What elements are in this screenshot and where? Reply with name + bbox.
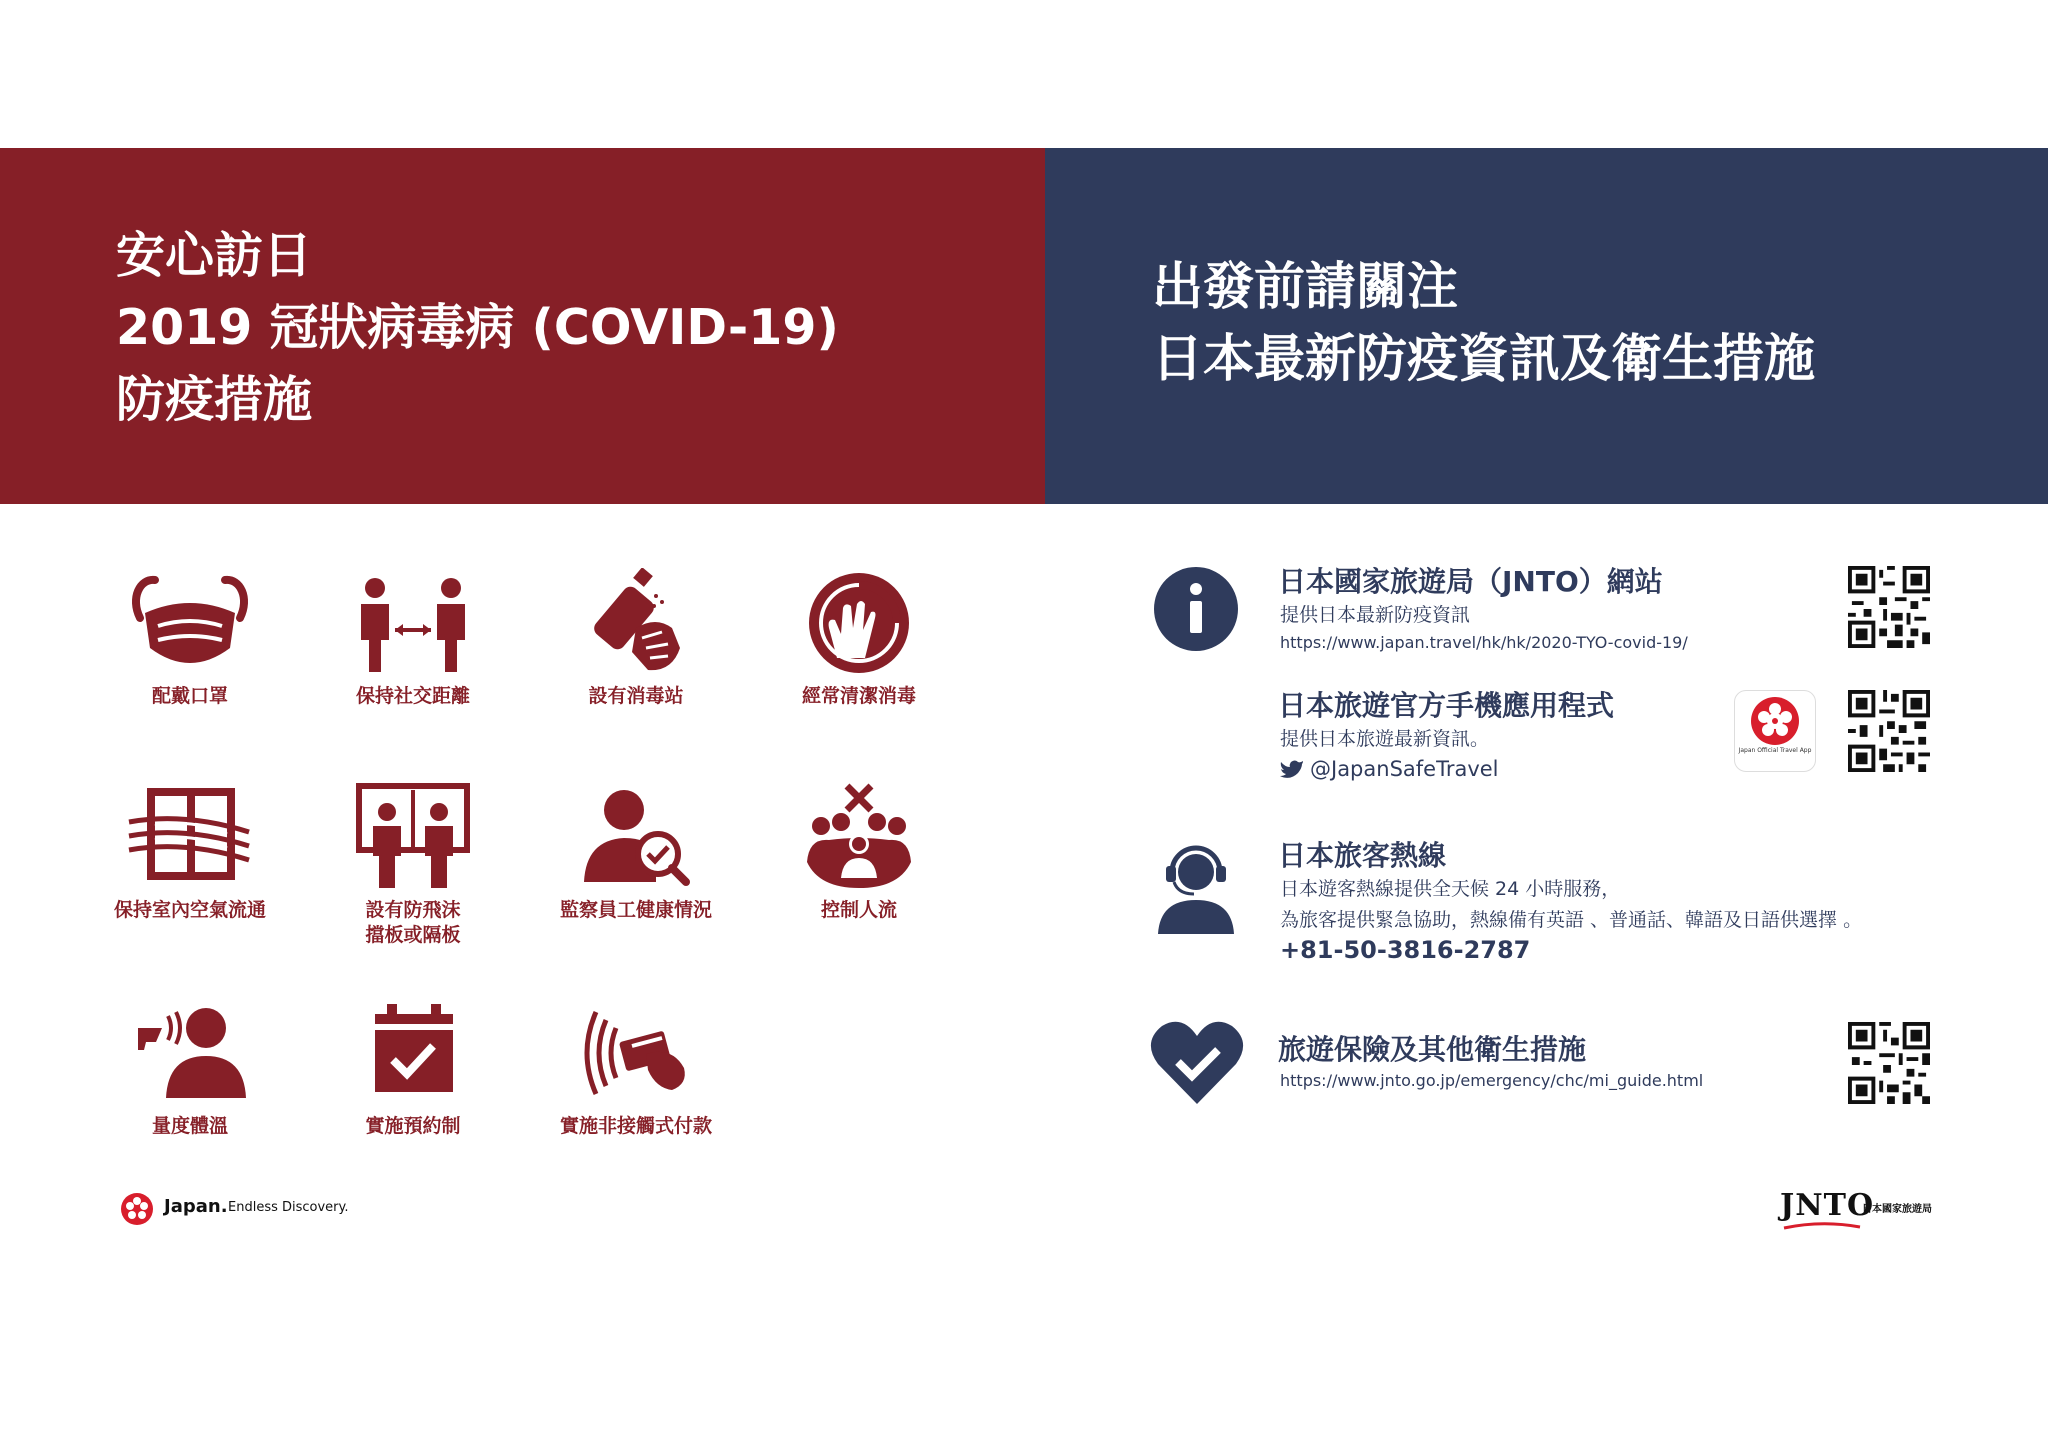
face-mask-icon	[130, 568, 250, 678]
reservation-calendar-icon	[353, 998, 473, 1108]
right-title-line: 出發前請關注	[1152, 258, 1459, 317]
measure-item	[526, 568, 746, 709]
right-title	[1152, 252, 1815, 396]
app-logo[interactable]	[1734, 690, 1816, 772]
crowd-control-icon	[799, 782, 919, 892]
right-title-line: 日本最新防疫資訊及衛生措施	[1152, 330, 1816, 389]
headset-operator-icon	[1154, 838, 1238, 938]
measure-label: 經常清潔消毒	[801, 685, 916, 707]
measure-label: 實施非接觸式付款	[559, 1115, 712, 1137]
jnto-subtitle: 日本國家旅遊局	[1862, 1204, 1932, 1215]
app-qr-code-icon[interactable]	[1848, 690, 1930, 772]
hotline-desc-line: 為旅客提供緊急協助，熱線備有英語 、普通話、韓語及日語供選擇 。	[1280, 909, 1863, 931]
measure-label: 設有消毒站	[588, 685, 684, 707]
measure-item	[749, 782, 969, 923]
measure-item	[526, 998, 746, 1139]
cherry-blossom-icon	[1735, 691, 1815, 751]
measure-label-line: 設有防飛沫	[365, 899, 461, 921]
measure-label: 量度體溫	[151, 1115, 228, 1137]
measure-item	[80, 782, 300, 923]
ventilation-icon	[125, 782, 255, 892]
measure-label-line: 擋板或隔板	[365, 924, 461, 946]
measure-label: 保持社交距離	[355, 685, 470, 707]
measure-item	[749, 568, 969, 709]
jnto-logo-text: JNTO	[1780, 1188, 1875, 1223]
jnto-desc: 提供日本最新防疫資訊	[1280, 604, 1471, 626]
jnto-qr-code-icon[interactable]	[1848, 566, 1930, 648]
measure-item	[303, 782, 523, 948]
contactless-payment-icon	[576, 998, 696, 1108]
main-title	[116, 220, 839, 436]
cleaning-icon	[799, 568, 919, 678]
main-title-line: 防疫措施	[116, 371, 313, 428]
app-desc: 提供日本旅遊最新資訊。	[1280, 728, 1490, 750]
insurance-qr-code-icon[interactable]	[1848, 1022, 1930, 1104]
measure-item	[526, 782, 746, 923]
measure-item	[80, 568, 300, 709]
sanitizer-icon	[576, 568, 696, 678]
partition-icon	[353, 782, 473, 892]
jnto-swoosh-icon	[1782, 1222, 1862, 1232]
hotline-phone-link[interactable]: +81-50-3816-2787	[1280, 936, 1531, 964]
twitter-handle-link[interactable]: @JapanSafeTravel	[1310, 757, 1499, 781]
app-title: 日本旅遊官方手機應用程式	[1278, 689, 1615, 722]
app-logo-text: Japan Official Travel App	[1738, 747, 1812, 754]
measure-item	[303, 568, 523, 709]
twitter-icon	[1280, 759, 1304, 779]
measure-label: 配戴口罩	[151, 685, 228, 707]
measure-label: 實施預約制	[365, 1115, 461, 1137]
jnto-title: 日本國家旅遊局（JNTO）網站	[1278, 565, 1663, 598]
measure-item	[303, 998, 523, 1139]
hotline-title: 日本旅客熱線	[1278, 839, 1447, 872]
main-title-line: 安心訪日	[116, 227, 313, 284]
social-distance-icon	[353, 568, 473, 678]
measure-label: 監察員工健康情況	[559, 899, 712, 921]
measure-label: 保持室內空氣流通	[113, 899, 266, 921]
insurance-title: 旅遊保險及其他衛生措施	[1278, 1033, 1587, 1066]
temperature-check-icon	[130, 998, 250, 1108]
hotline-desc-line: 日本遊客熱線提供全天候 24 小時服務，	[1280, 878, 1621, 900]
heart-check-icon	[1148, 1018, 1246, 1108]
measure-label: 控制人流	[820, 899, 897, 921]
brand-tagline: Endless Discovery.	[228, 1200, 349, 1215]
info-icon	[1152, 565, 1240, 653]
staff-health-check-icon	[576, 782, 696, 892]
measure-item	[80, 998, 300, 1139]
brand-name: Japan.	[164, 1196, 228, 1217]
insurance-url-link[interactable]: https://www.jnto.go.jp/emergency/chc/mi_guide.html	[1280, 1071, 1704, 1090]
jnto-url-link[interactable]: https://www.japan.travel/hk/hk/2020-TYO-covid-19/	[1280, 633, 1688, 652]
main-title-line: 2019 冠狀病毒病 (COVID-19)	[116, 299, 839, 356]
cherry-blossom-logo-icon	[116, 1192, 158, 1226]
